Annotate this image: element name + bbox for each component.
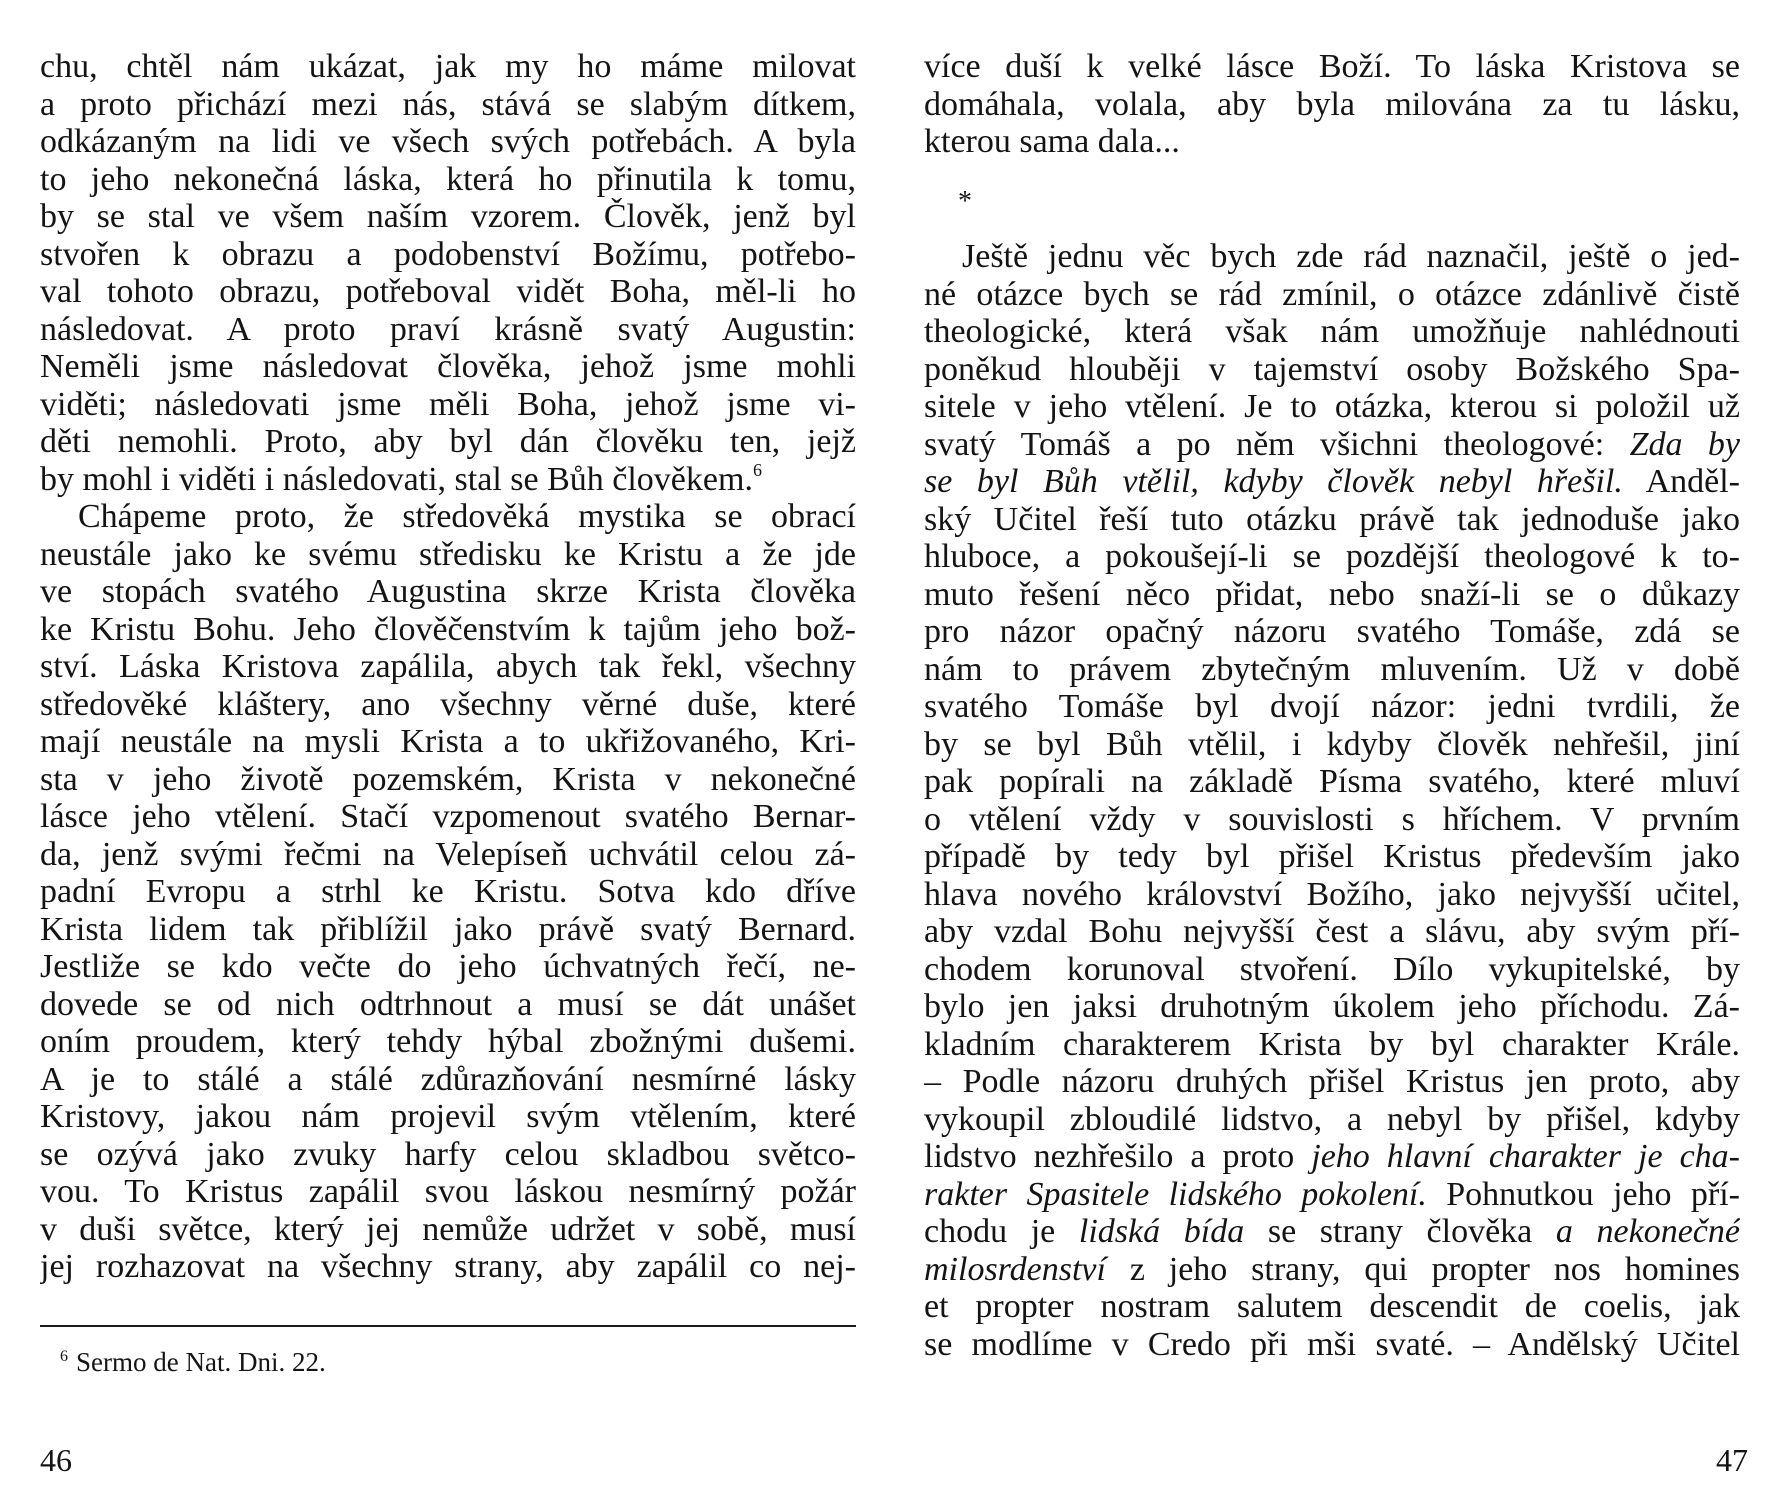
footnote-divider	[40, 1325, 856, 1327]
text-line: hlava nového království Božího, jako nejvyšší učitel,	[924, 875, 1740, 913]
footnote-marker: 6	[60, 1348, 68, 1365]
text-line: mají neustále na mysli Krista a to ukřižovaného, Kri-	[40, 723, 856, 760]
text-line: hluboce, a pokoušejí-li se pozdější theologové k to-	[924, 538, 1740, 575]
text-line: viděti; následovati jsme měli Boha, jehož jsme vi-	[40, 385, 856, 423]
text-line: muto řešení něco přidat, nebo snaží-li se o důkazy	[924, 575, 1740, 613]
text-line: se ozývá jako zvuky harfy celou skladbou světco-	[40, 1135, 856, 1173]
text-line: ve stopách svatého Augustina skrze Krista člověka	[40, 573, 856, 610]
text-run: chodu je	[924, 1213, 1056, 1250]
text-line: vykoupil zbloudilé lidstvo, a nebyl by přišel, kdyby	[924, 1100, 1740, 1138]
text-line: né otázce bych se rád zmínil, o otázce zdánlivě čistě	[924, 275, 1740, 313]
text-run: svatý Tomáš a po něm všichni theologové:	[924, 425, 1605, 463]
text-line: vou. To Kristus zapálil svou láskou nesmírný požár	[40, 1173, 856, 1210]
text-line: Jestliže se kdo večte do jeho úchvatných řečí, ne-	[40, 948, 856, 985]
text-line: A je to stálé a stálé zdůrazňování nesmírné lásky	[40, 1060, 856, 1098]
footnote-text: Sermo de Nat. Dni. 22.	[76, 1347, 326, 1377]
text-line	[924, 1138, 1740, 1176]
text-line: následovat. A proto praví krásně svatý Augustin:	[40, 310, 856, 348]
text-line: neustále jako ke svému středisku ke Kristu a že jde	[40, 535, 856, 573]
text-line: – Podle názoru druhých přišel Kristus jen proto, aby	[924, 1063, 1740, 1100]
text-line: pro názor opačný názoru svatého Tomáše, zdá se	[924, 613, 1740, 650]
footnote-reference: 6	[752, 460, 762, 480]
right-text-column	[924, 48, 1740, 1363]
text-line: dovede se od nich odtrhnout a musí se dát unášet	[40, 985, 856, 1023]
italic-run: rakter Spasitele lidského pokolení.	[924, 1175, 1427, 1213]
text-line: et propter nostram salutem descendit de coelis, jak	[924, 1288, 1740, 1325]
text-run: se strany člověka	[1267, 1213, 1533, 1250]
italic-run: a nekonečné	[1555, 1213, 1740, 1250]
text-line: Neměli jsme následovat člověka, jehož jsme mohli	[40, 348, 856, 385]
text-line: to jeho nekonečná láska, která ho přinutila k tomu,	[40, 160, 856, 198]
text-line: odkázaným na lidi ve všech svých potřebách. A byla	[40, 123, 856, 160]
text-line: chodem korunoval stvoření. Dílo vykupitelské, by	[924, 950, 1740, 988]
text-line: případě by tedy byl přišel Kristus především jako	[924, 838, 1740, 875]
footnote	[60, 1345, 326, 1379]
text-run: Anděl-	[1645, 463, 1740, 500]
text-line: chu, chtěl nám ukázat, jak my ho máme milovat	[40, 48, 856, 85]
text-line: theologické, která však nám umožňuje nahlédnouti	[924, 313, 1740, 350]
text-run: lidstvo nezhřešilo a proto	[924, 1138, 1295, 1175]
text-line: aby vzdal Bohu nejvyšší čest a slávu, aby svým pří-	[924, 913, 1740, 950]
text-line	[924, 1251, 1740, 1289]
text-line: a proto přichází mezi nás, stává se slabým dítkem,	[40, 85, 856, 123]
italic-run: jeho hlavní charakter je cha-	[1311, 1138, 1740, 1175]
text-run: z jeho strany, qui propter nos homines	[1129, 1250, 1740, 1288]
text-line: domáhala, volala, aby byla milována za tu lásku,	[924, 85, 1740, 123]
text-line: lásce jeho vtělení. Stačí vzpomenout svatého Bernar-	[40, 798, 856, 835]
left-text-column	[40, 48, 856, 1286]
page-number-right: 47	[1716, 1442, 1748, 1478]
text-line: by se stal ve všem naším vzorem. Člověk, jenž byl	[40, 198, 856, 235]
text-line: by se byl Bůh vtělil, i kdyby člověk nehřešil, jiní	[924, 725, 1740, 763]
text-line: val tohoto obrazu, potřeboval vidět Boha, měl-li ho	[40, 273, 856, 310]
text-line: více duší k velké lásce Boží. To láska Kristova se	[924, 48, 1740, 85]
text-line: ský Učitel řeší tuto otázku právě tak jednoduše jako	[924, 500, 1740, 538]
text-line: se modlíme v Credo při mši svaté. – Andělský Učitel	[924, 1325, 1740, 1363]
section-break-asterisk: *	[958, 185, 972, 217]
text-line: kterou sama dala...	[924, 123, 1180, 160]
text-run: Pohnutkou jeho pří-	[1446, 1175, 1740, 1213]
text-line: děti nemohli. Proto, aby byl dán člověku ten, jejž	[40, 423, 856, 460]
text-line: Ještě jednu věc bych zde rád naznačil, ještě o jed-	[962, 238, 1740, 275]
text-line: v duši světce, který jej nemůže udržet v sobě, musí	[40, 1210, 856, 1248]
text-line: kladním charakterem Krista by byl charakter Krále.	[924, 1025, 1740, 1063]
text-line	[924, 1176, 1740, 1214]
text-line: Krista lidem tak přiblížil jako právě svatý Bernard.	[40, 910, 856, 948]
italic-run: Zda by	[1629, 425, 1740, 463]
text-line: Kristovy, jakou nám projevil svým vtělením, které	[40, 1098, 856, 1135]
page-number-left: 46	[40, 1442, 72, 1478]
text-line	[924, 426, 1740, 464]
text-line: nám to právem zbytečným mluvením. Už v době	[924, 650, 1740, 688]
text-line: ke Kristu Bohu. Jeho člověčenstvím k tajům jeho bož-	[40, 610, 856, 648]
text-line: svatého Tomáše byl dvojí názor: jedni tvrdili, že	[924, 688, 1740, 725]
italic-run: lidská bída	[1078, 1213, 1245, 1250]
text-line: Chápeme proto, že středověká mystika se obrací	[78, 498, 856, 535]
text-line: oním proudem, který tehdy hýbal zbožnými dušemi.	[40, 1023, 856, 1060]
text-run: by mohl i viděti i následovati, stal se Bůh člověkem.	[40, 460, 753, 498]
text-line: pak popírali na základě Písma svatého, které mluví	[924, 763, 1740, 800]
text-line: o vtělení vždy v souvislosti s hříchem. V prvním	[924, 800, 1740, 838]
text-line: bylo jen jaksi druhotným úkolem jeho příchodu. Zá-	[924, 988, 1740, 1025]
right-page	[886, 0, 1772, 1500]
text-line: sitele v jeho vtělení. Je to otázka, kterou si položil už	[924, 388, 1740, 425]
text-line: stvořen k obrazu a podobenství Božímu, potřebo-	[40, 235, 856, 273]
italic-run: milosrdenství	[924, 1250, 1106, 1288]
text-line: sta v jeho životě pozemském, Krista v nekonečné	[40, 760, 856, 798]
text-line: da, jenž svými řečmi na Velepíseň uchvátil celou zá-	[40, 835, 856, 873]
text-line: padní Evropu a strhl ke Kristu. Sotva kdo dříve	[40, 873, 856, 910]
text-line	[924, 463, 1740, 501]
italic-run: se byl Bůh vtělil, kdyby člověk nebyl hřešil.	[924, 463, 1623, 500]
text-line: jej rozhazovat na všechny strany, aby zapálil co nej-	[40, 1248, 856, 1285]
text-line: poněkud hlouběji v tajemství osoby Božského Spa-	[924, 350, 1740, 388]
text-line: ství. Láska Kristova zapálila, abych tak řekl, všechny	[40, 648, 856, 685]
text-line: středověké kláštery, ano všechny věrné duše, které	[40, 685, 856, 723]
text-line	[924, 1213, 1740, 1251]
text-line	[40, 461, 856, 499]
